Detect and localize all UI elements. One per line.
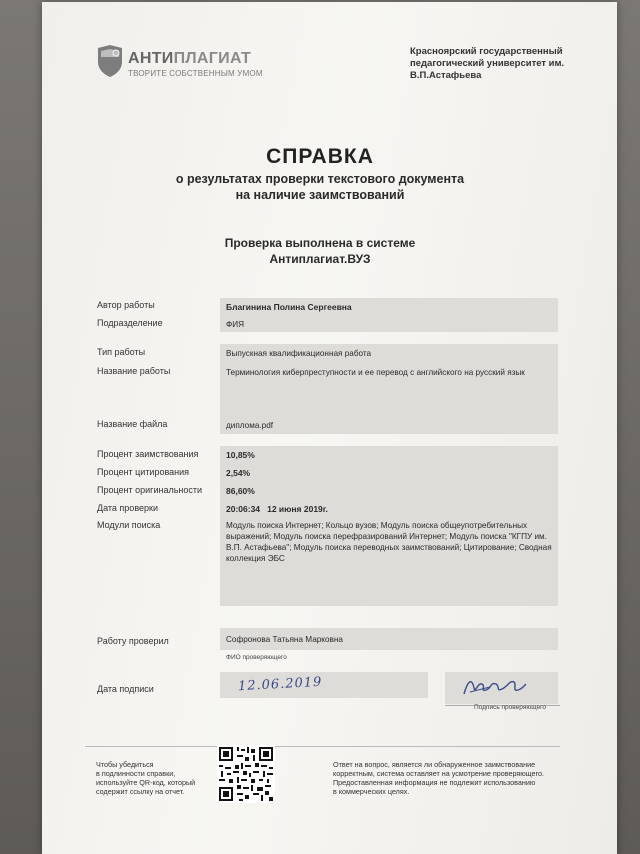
search-modules-line-4: коллекция ЭБС [226,554,285,563]
university-line-2: педагогический университет им. [410,58,565,69]
qr-code-icon[interactable] [217,745,275,803]
checked-by-label: Работу проверил [97,636,169,646]
university-name [410,46,570,82]
logo-name-part2: ПЛАГИАТ [173,50,252,67]
search-modules-label: Модули поиска [97,520,161,530]
document-subtitle-line-2: на наличие заимствований [235,188,405,202]
department-label: Подразделение [97,318,163,328]
search-modules-line-3: В.П. Астафьева"; Модуль поиска переводных заимствований; Цитирование; Сводная [226,543,552,552]
author-value: Благинина Полина Сергеевна [226,302,352,312]
work-type-value: Выпускная квалификационная работа [226,349,372,358]
signature-drawing [460,674,530,700]
document-title: СПРАВКА [266,145,374,168]
borrow-percent-label: Процент заимствования [97,449,199,459]
logo-name-part1: АНТИ [128,50,174,67]
disclaimer-line-1: Ответ на вопрос, является ли обнаруженное заимствование [333,760,536,769]
system-line-2: Антиплагиат.ВУЗ [269,252,371,266]
work-name-value: Терминология киберпреступности и ее перевод с английского на русский язык [226,368,525,377]
search-modules-line-2: выражений; Модуль поиска перефразирований Интернет; Модуль поиска "КГПУ им. [226,532,547,541]
qr-instructions-line-1: Чтобы убедиться [96,760,154,769]
sign-date-label: Дата подписи [97,684,154,694]
qr-code-pattern [217,745,275,803]
author-label: Автор работы [97,300,155,310]
disclaimer-line-3: Предоставленная информация не подлежит использованию [333,778,536,787]
qr-instructions-line-2: в подлинности справки, [96,769,176,778]
check-date-value: 20:06:34 12 июня 2019г. [226,504,328,514]
checker-name-value: Софронова Татьяна Марковна [226,635,343,644]
disclaimer [333,760,544,796]
originality-percent-label: Процент оригинальности [97,485,203,495]
qr-instructions-line-4: содержит ссылку на отчет. [96,787,185,796]
qr-instructions [96,760,195,796]
citation-percent-label: Процент цитирования [97,467,190,477]
logo-slogan: ТВОРИТЕ СОБСТВЕННЫМ УМОМ [128,69,263,78]
university-line-3: В.П.Астафьева [410,70,482,81]
department-value: ФИЯ [226,320,245,329]
borrow-percent-value: 10,85% [226,450,255,460]
file-name-value: диплома.pdf [226,421,274,430]
originality-percent-value: 86,60% [226,486,255,496]
work-type-label: Тип работы [97,347,146,357]
sign-date-handwritten: 12.06.2019 [237,674,323,695]
citation-percent-value: 2,54% [226,468,251,478]
qr-instructions-line-3: используйте QR-код, который [96,778,196,787]
disclaimer-line-4: в коммерческих целях. [333,787,410,796]
check-date-label: Дата проверки [97,503,158,513]
footer-divider [85,746,560,747]
file-name-label: Название файла [97,419,168,429]
logo-name [128,50,251,68]
disclaimer-line-2: корректным, система оставляет на усмотрение проверяющего. [333,769,544,778]
search-modules-value [226,520,552,564]
antiplagiat-logo-icon [97,45,123,77]
work-name-label: Название работы [97,366,171,376]
checker-name-caption: ФИО проверяющего [226,654,287,661]
system-line-1: Проверка выполнена в системе [224,236,416,250]
signature-caption: Подпись проверяющего [474,704,546,711]
document-subtitle-line-1: о результатах проверки текстового документа [175,172,465,186]
university-line-1: Красноярский государственный [410,46,563,57]
search-modules-line-1: Модуль поиска Интернет; Кольцо вузов; Модуль поиска общеупотребительных [226,521,528,530]
